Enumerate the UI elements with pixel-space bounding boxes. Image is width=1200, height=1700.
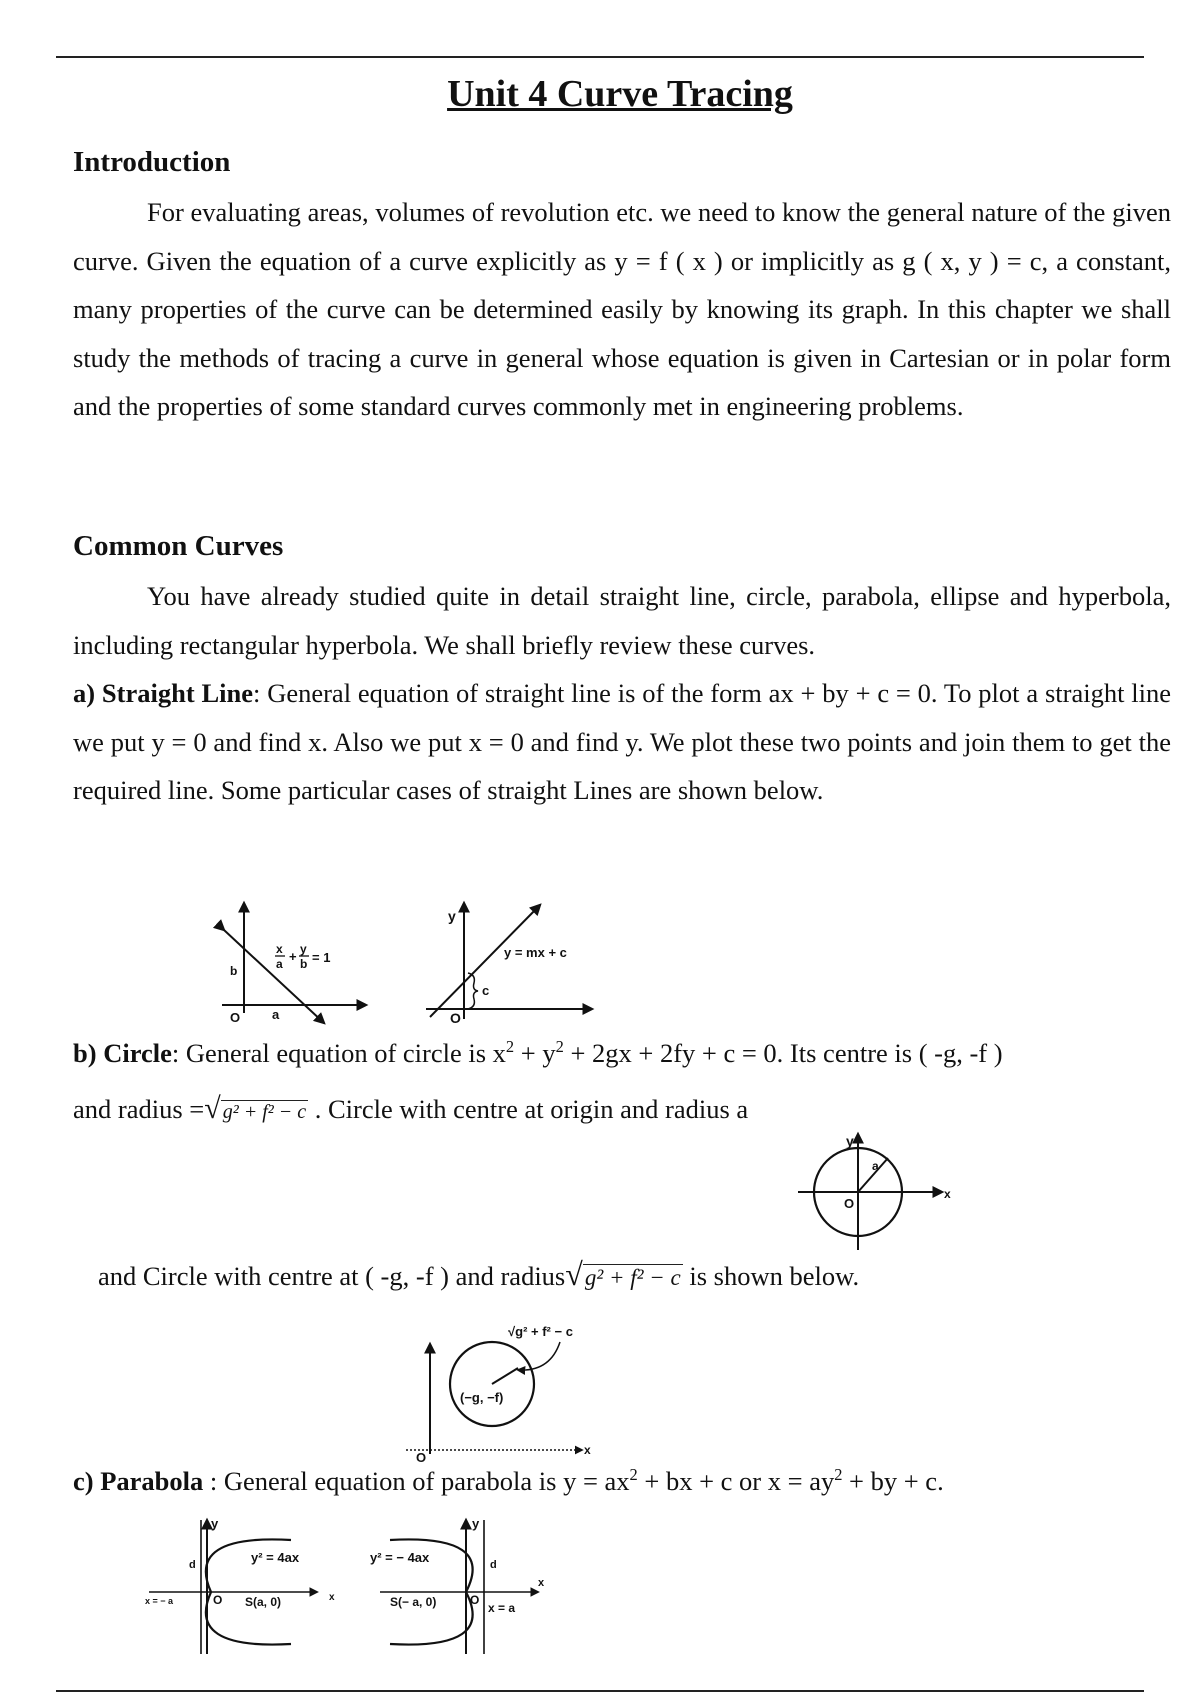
right-parabola-figure [145, 1512, 345, 1662]
label-x: x [584, 1443, 591, 1457]
radius-expression-2: g² + f² − c [584, 1265, 681, 1290]
label-y: y [472, 1516, 480, 1531]
circle-line-1 [73, 1038, 1171, 1069]
focus-label: S(a, 0) [245, 1595, 282, 1609]
intercept-line-figure [214, 895, 374, 1025]
focus-label: S(− a, 0) [390, 1595, 437, 1609]
circle-line-2: and radius =√ g² + f² − c . Circle with centre at origin and radius a [73, 1092, 749, 1125]
label-y: y [211, 1516, 219, 1531]
left-parabola-figure [370, 1512, 570, 1662]
slope-line [430, 905, 540, 1017]
eq-rhs: = 1 [312, 950, 331, 965]
parabola-text-c: + by + c. [842, 1466, 944, 1496]
equation: y² = − 4ax [370, 1550, 430, 1565]
label-y: y [846, 1133, 854, 1149]
radius-expression: g² + f² − c [222, 1101, 307, 1123]
parabola-line [73, 1466, 1171, 1497]
directrix-label: x = − a [145, 1596, 174, 1606]
straight-line-paragraph [73, 669, 1171, 815]
intro-paragraph [73, 188, 1171, 431]
label-c: c [482, 983, 490, 998]
label-x: x [329, 1592, 335, 1603]
straight-line-text: : General equation of straight line is of the form ax + by + c = 0. To plot a straight line we put y = 0 and find x. Also we put x = 0 and find y. We plot these two points and join them to get the required line. Some particular cases of straight Lines are shown below. [73, 678, 1171, 805]
label-d: d [490, 1559, 497, 1571]
svg-text:+: + [289, 949, 297, 964]
circle-text-3a: and Circle with centre at ( -g, -f ) and radius [98, 1261, 566, 1291]
label-o: O [213, 1593, 223, 1607]
common-heading: Common Curves [73, 530, 284, 562]
parabola-label: c) Parabola [73, 1466, 204, 1496]
slope-line-figure [420, 895, 600, 1025]
label-x: x [538, 1577, 545, 1589]
circle-text-2b: . Circle with centre at origin and radius a [308, 1094, 749, 1124]
eq-b: b [300, 957, 308, 971]
common-paragraph [73, 572, 1171, 815]
equation: y² = 4ax [251, 1550, 300, 1565]
centre-label: (−g, −f) [460, 1390, 504, 1405]
c-brace [468, 973, 478, 1009]
common-text: You have already studied quite in detail straight line, circle, parabola, ellipse and hyperbola, including rectangular hyperbola. We shall briefly review these curves. [73, 581, 1171, 660]
circle-text-2a: and radius = [73, 1094, 205, 1124]
circle-line-3: and Circle with centre at ( -g, -f ) and radius√g² + f² − c is shown below. [98, 1256, 860, 1292]
eq-a: a [276, 957, 283, 971]
bottom-rule [56, 1690, 1144, 1692]
eq-x: x [276, 942, 283, 956]
label-d: d [189, 1559, 196, 1571]
label-y: y [448, 908, 456, 924]
label-o: O [230, 1010, 241, 1025]
label-o: O [450, 1010, 461, 1026]
general-circle-figure [400, 1322, 610, 1465]
circle-label: b) Circle [73, 1038, 172, 1068]
circle-text-1b: + y [514, 1038, 556, 1068]
label-a: a [272, 1007, 280, 1022]
line-eq: y = mx + c [504, 945, 567, 960]
parabola-text-b: + bx + c or x = ay [637, 1466, 835, 1496]
sup: 2 [555, 1037, 564, 1057]
label-o: O [470, 1593, 480, 1607]
radius-label: √g² + f² − c [508, 1324, 573, 1339]
eq-y: y [300, 942, 307, 956]
label-o: O [844, 1196, 855, 1211]
radius [492, 1368, 518, 1384]
origin-circle-figure [792, 1128, 962, 1253]
label-b: b [230, 964, 238, 978]
sup: 2 [629, 1465, 638, 1485]
page-title: Unit 4 Curve Tracing [447, 73, 793, 115]
circle-text-1c: + 2gx + 2fy + c = 0. Its centre is ( -g, -f ) [563, 1038, 1003, 1068]
straight-line-label: a) Straight Line [73, 678, 254, 708]
circle-text-1a: : General equation of circle is x [171, 1038, 506, 1068]
sup: 2 [505, 1037, 515, 1057]
directrix-label: x = a [488, 1601, 516, 1615]
label-a: a [872, 1159, 879, 1173]
intro-heading: Introduction [73, 146, 231, 178]
parabola-text-a: : General equation of parabola is y = ax [203, 1466, 630, 1496]
intro-text: For evaluating areas, volumes of revolution etc. we need to know the general nature of the given curve. Given the equation of a curve explicitly as y = f ( x ) or implicitly as g ( x, y ) = c, a constant, many properties of the curve can be determined easily by knowing its graph. In this chapter we shall study the methods of tracing a curve in general whose equation is given in Cartesian or in polar form and the properties of some standard curves commonly met in engineering problems. [73, 197, 1171, 421]
circle-text-3b: is shown below. [682, 1261, 860, 1291]
sup: 2 [834, 1465, 843, 1485]
label-x: x [944, 1187, 951, 1201]
top-rule [56, 56, 1144, 58]
label-o: O [416, 1450, 427, 1465]
